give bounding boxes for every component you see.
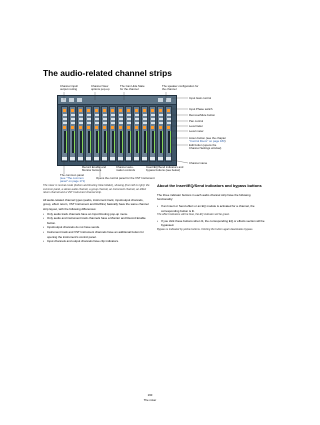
mixer-channel-strip [77,106,84,162]
callout-control-panel: Opens the control panel for the VST Instrument [96,176,155,180]
mixer-channel-strip [165,106,172,162]
list-item: • If an Insert or Send effect or an EQ module is activated for a channel, the corresponding button is lit. [157,204,267,213]
callout-remove-mute: Remove/Mute button [189,113,215,117]
section-heading: About the Insert/EQ/Send indicators and bypass buttons [157,183,262,188]
callout-routing-line1: Channel input/ [60,84,79,88]
callout-common-panel [60,174,85,184]
mixer-channel-strip [85,106,92,162]
callout-pan: Pan control [189,119,204,123]
mixer-channel-strip [141,106,148,162]
page-number: 160 [147,393,153,397]
callout-edit-line2: Channel Settings window) [189,146,222,151]
callout-automation-line2: mation controls [116,168,135,173]
mixer-channel-strip [149,106,156,162]
control-room-link[interactable]: "Control Room" on page 183 [189,139,225,144]
list-item: • Input channels and output channels have clip indicators. [43,239,151,244]
difference-list [43,212,151,244]
mixer-toolbar [58,96,176,105]
common-panel-link-part2[interactable]: panel" on page 171) [60,179,86,184]
callout-speaker-line1: The speaker configuration for [162,84,199,88]
callout-record-line2: Monitor buttons [82,168,102,173]
callout-insert-line1: Insert/EQ/Send indicators and [146,165,184,169]
mixer-channel-strip [69,106,76,162]
list-item: • If you click these buttons when lit, the corresponding EQ or effects section will be bypassed. [157,219,267,228]
intro-paragraph: All audio-related channel types (audio, instrument track, input/output channels, group, effect return, VST Instrument and ReWire) basically have the same channel strip layout, with the following differences: [43,197,149,211]
mixer-channel-strip [157,106,164,162]
callout-speaker-line2: the channel [162,87,177,92]
callout-can-hide-line2: for the channel [120,87,139,92]
mixer-channel-strip [101,106,108,162]
left-column [43,184,151,244]
mixer-channel-strip [93,106,100,162]
list-item: • Only audio and instrument track channels have a Monitor and Record Enable button. [43,216,151,225]
indicator-list [157,204,267,213]
callout-insert-eq-send [146,166,183,172]
callout-routing-line2: output routing [60,87,78,92]
callout-input-gain: Input Gain control [189,96,212,100]
callout-listen-paren: ) [224,139,226,144]
callout-level-meter: Level meter [189,129,204,133]
callout-channel-name: Channel name [189,161,208,165]
common-panel-link-part1[interactable]: (see "The common [60,176,84,181]
callout-automation [116,166,135,172]
mixer-channel-strip [109,106,116,162]
callout-routing [60,85,78,91]
callout-record-line1: Record Enable and [82,165,106,169]
callout-common-line1: The common panel [60,173,84,177]
list-item: • Instrument track and VST Instrument channels have an additional button for opening the instrument's control panel. [43,230,151,239]
bypass-list [157,219,267,228]
callout-view-options-line2: options pop-up [91,87,110,92]
callout-level-fader: Level fader [189,124,203,128]
mixer-channel-strip [125,106,132,162]
bypass-note: Bypass is indicated by yellow buttons. Clicking the button again deactivates bypass. [157,227,254,231]
callout-can-hide-line1: The Can Hide State [120,84,145,88]
callout-listen-line1: Listen button (see the chapter [189,136,227,140]
callout-can-hide [120,85,145,91]
mixer-screenshot [57,95,177,166]
figure-caption: The mixer in normal mode (bottom and Routing View hidden), showing (from left to right): the common panel, a stereo audio channel, a group channel, an instrument channel, an effect return channel and a VST Instrument channel strip. [43,184,150,195]
callout-view-options [91,85,110,91]
callout-input-phase: Input Phase switch [189,107,213,111]
mixer-channel-strip [133,106,140,162]
callout-view-options-line1: Channel View [91,84,109,88]
mixer-channel-strip [117,106,124,162]
callout-record-monitor [82,166,106,172]
callout-insert-line2: bypass buttons (see below) [146,168,181,173]
page-heading: The audio-related channel strips [43,68,172,78]
callout-edit [189,144,221,150]
section-name: The mixer [143,398,157,402]
list-item: • Only audio track channels have an Input Routing pop-up menu. [43,212,151,217]
right-column [157,184,267,232]
indicator-note: The effect indicators will be blue, the EQ indicator will be green. [157,213,230,217]
list-item: • Input/output channels do not have sends. [43,225,151,230]
callout-edit-line1: Edit button (opens the [189,143,217,147]
indicator-intro: The three indicator buttons in each audio channel strip have the following functionality: [157,192,251,202]
callout-automation-line1: Channel auto- [116,165,134,169]
mixer-channel-strip [61,106,68,162]
callout-speaker-config [162,85,198,91]
